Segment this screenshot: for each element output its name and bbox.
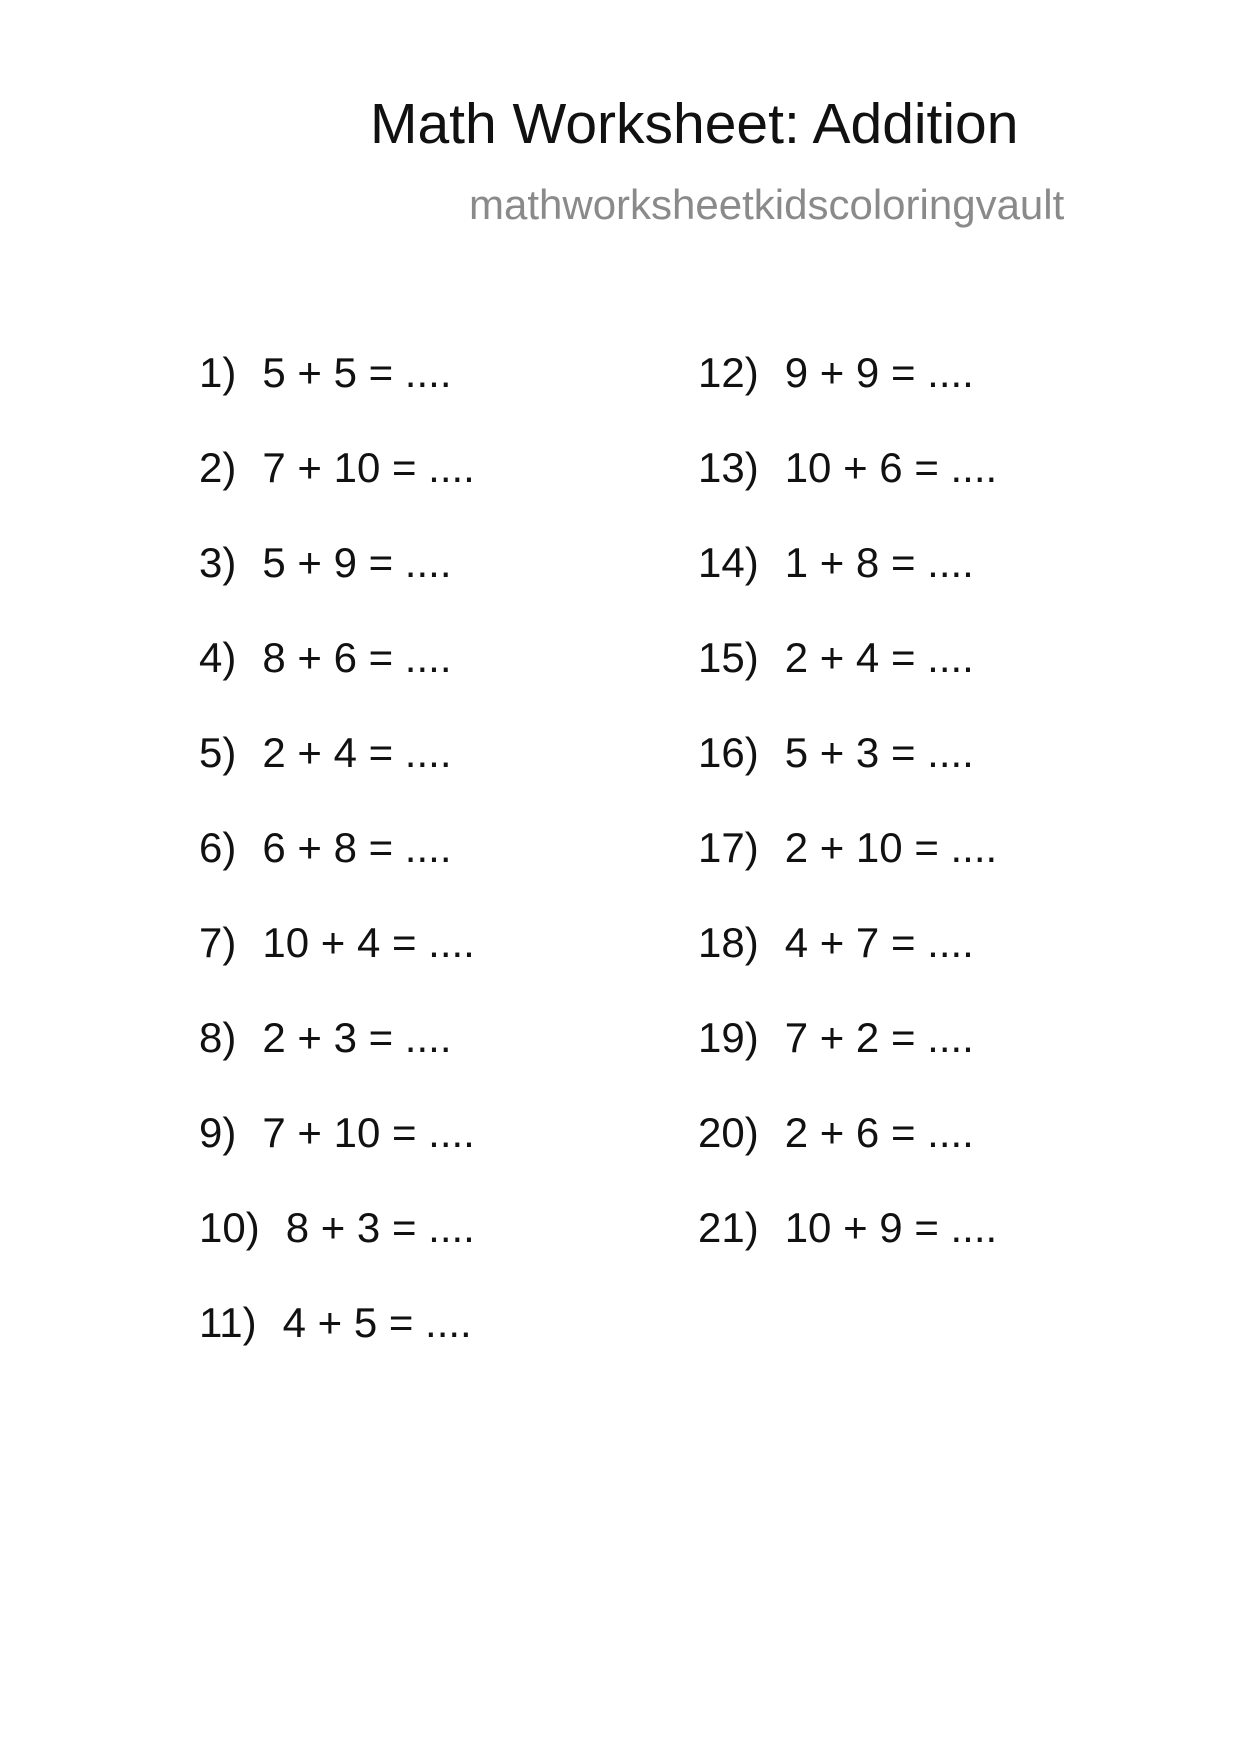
problem-item xyxy=(199,1014,475,1112)
problem-item xyxy=(698,919,997,1017)
problem-item xyxy=(698,539,997,637)
problem-item xyxy=(698,634,997,732)
problem-expression: 2 + 4 = .... xyxy=(784,634,974,681)
problem-number: 6) xyxy=(199,824,237,871)
problem-item xyxy=(199,634,475,732)
problem-number: 5) xyxy=(199,729,237,776)
problem-item xyxy=(698,1204,998,1302)
problem-expression: 4 + 5 = .... xyxy=(282,1299,472,1346)
problem-expression: 2 + 3 = .... xyxy=(262,1014,452,1061)
problem-expression: 2 + 10 = .... xyxy=(784,824,998,871)
problem-number: 16) xyxy=(698,729,759,776)
problem-column-right xyxy=(698,349,998,1302)
problem-item xyxy=(199,444,475,542)
problem-number: 13) xyxy=(698,444,759,491)
problem-expression: 5 + 5 = .... xyxy=(262,349,452,396)
problem-item xyxy=(199,539,475,637)
problem-number: 1) xyxy=(199,349,237,396)
page-subtitle: mathworksheetkidscoloringvault xyxy=(469,181,1065,228)
problem-number: 14) xyxy=(698,539,759,586)
problem-item xyxy=(698,824,998,922)
problem-expression: 10 + 4 = .... xyxy=(262,919,475,966)
problem-expression: 10 + 6 = .... xyxy=(784,444,998,491)
problem-item xyxy=(199,349,475,447)
problem-expression: 7 + 10 = .... xyxy=(262,444,475,491)
problem-expression: 2 + 4 = .... xyxy=(262,729,452,776)
problem-number: 18) xyxy=(698,919,759,966)
problem-number: 4) xyxy=(199,634,237,681)
problem-item xyxy=(199,1204,475,1302)
problem-expression: 2 + 6 = .... xyxy=(784,1109,974,1156)
problem-expression: 6 + 8 = .... xyxy=(262,824,452,871)
problem-item xyxy=(698,729,997,827)
problem-expression: 7 + 10 = .... xyxy=(262,1109,475,1156)
problem-item xyxy=(199,729,475,827)
problem-expression: 7 + 2 = .... xyxy=(784,1014,974,1061)
problem-number: 17) xyxy=(698,824,759,871)
problem-item xyxy=(698,1014,997,1112)
problem-expression: 10 + 9 = .... xyxy=(784,1204,998,1251)
problem-column-left xyxy=(199,349,475,1397)
problem-number: 10) xyxy=(199,1204,260,1251)
problem-number: 20) xyxy=(698,1109,759,1156)
problem-item xyxy=(698,1109,997,1207)
problem-item xyxy=(698,444,998,542)
problem-item xyxy=(199,1109,475,1207)
problem-expression: 5 + 9 = .... xyxy=(262,539,452,586)
problem-expression: 1 + 8 = .... xyxy=(784,539,974,586)
problem-number: 11) xyxy=(199,1299,257,1346)
problem-number: 7) xyxy=(199,919,237,966)
problem-expression: 9 + 9 = .... xyxy=(784,349,974,396)
problem-item xyxy=(199,1299,475,1397)
problem-expression: 8 + 3 = .... xyxy=(285,1204,475,1251)
problem-number: 3) xyxy=(199,539,237,586)
problem-item xyxy=(199,824,475,922)
problem-expression: 8 + 6 = .... xyxy=(262,634,452,681)
problem-number: 21) xyxy=(698,1204,759,1251)
problem-item xyxy=(698,349,997,447)
problem-item xyxy=(199,919,475,1017)
problem-number: 19) xyxy=(698,1014,759,1061)
problem-number: 2) xyxy=(199,444,237,491)
problem-number: 15) xyxy=(698,634,759,681)
problem-expression: 5 + 3 = .... xyxy=(784,729,974,776)
page-title: Math Worksheet: Addition xyxy=(370,92,1019,156)
problem-expression: 4 + 7 = .... xyxy=(784,919,974,966)
problem-number: 12) xyxy=(698,349,759,396)
problem-number: 8) xyxy=(199,1014,237,1061)
problem-number: 9) xyxy=(199,1109,237,1156)
